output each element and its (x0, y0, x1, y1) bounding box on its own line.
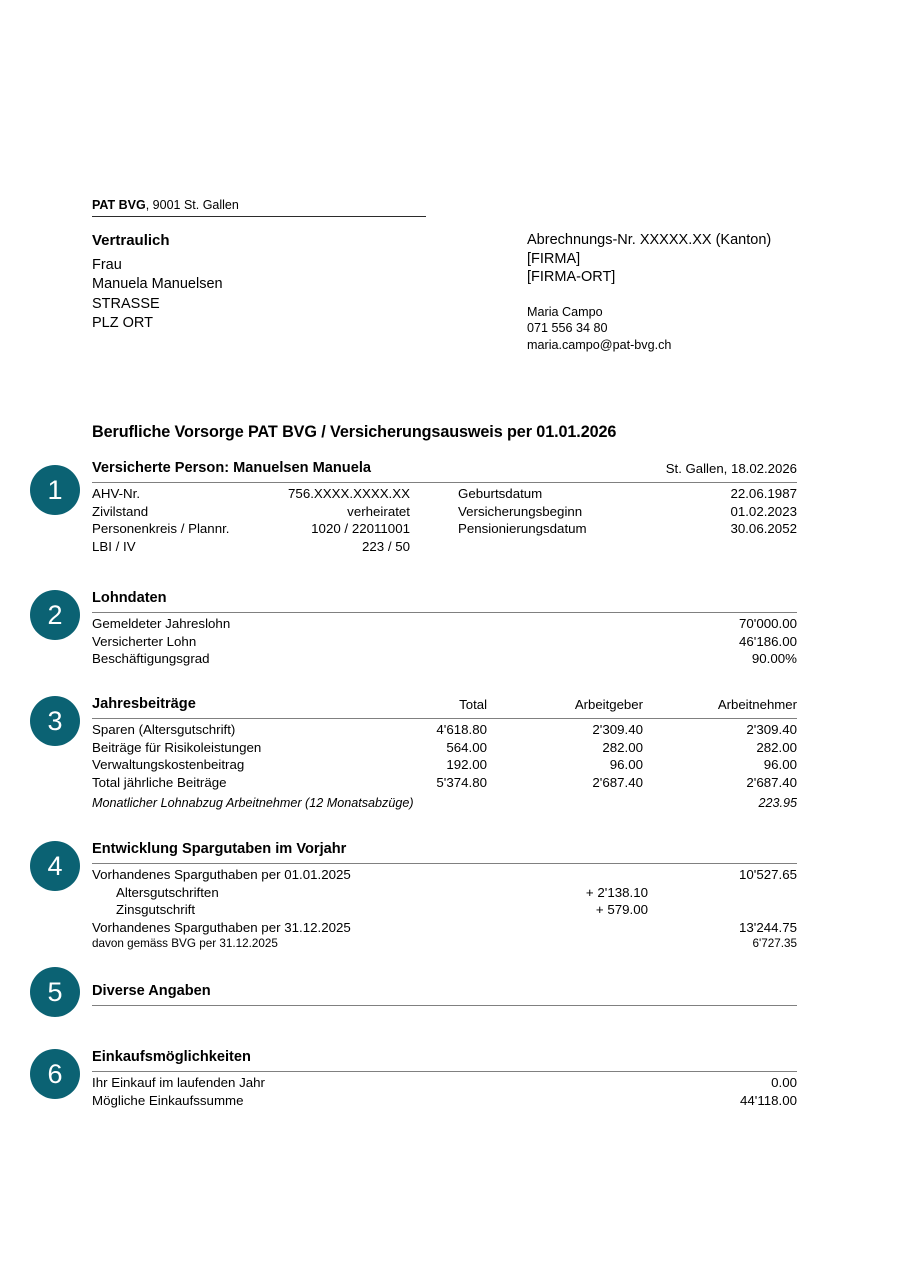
table-row (92, 504, 797, 522)
table-row (92, 616, 797, 634)
row-label: AHV-Nr. (92, 486, 141, 501)
row-value-employer: 2'309.40 (592, 722, 643, 737)
section-1-title: Versicherte Person: Manuelsen Manuela (92, 460, 372, 476)
section-3-rows (92, 722, 797, 814)
sender-address: , 9001 St. Gallen (145, 198, 239, 212)
row-value: verheiratet (347, 503, 410, 519)
table-row (92, 740, 797, 758)
row-label: Vorhandenes Sparguthaben per 31.12.2025 (92, 919, 351, 935)
row-value-employee: 2'687.40 (746, 774, 797, 790)
row-label: davon gemäss BVG per 31.12.2025 (92, 937, 278, 951)
row-value-total: 4'618.80 (436, 722, 487, 737)
recipient-address-block (92, 231, 223, 333)
table-row (92, 1093, 797, 1111)
settlement-number: Abrechnungs-Nr. XXXXX.XX (Kanton) (527, 232, 772, 248)
issuer-contact-block (527, 231, 771, 353)
section-1-body (92, 460, 797, 556)
section-number-badge-4: 4 (30, 841, 80, 891)
row-label: LBI / IV (92, 538, 136, 554)
section-6-body (92, 1049, 797, 1110)
section-number-badge-1: 1 (30, 465, 80, 515)
row-value: 1020 / 22011001 (311, 521, 410, 537)
section-4-heading (92, 841, 797, 864)
row-label: Beiträge für Risikoleistungen (92, 739, 262, 755)
table-row (92, 885, 797, 903)
column-header-employee: Arbeitnehmer (717, 697, 797, 712)
contact-phone: 071 556 34 80 (527, 321, 608, 336)
row-label-secondary: Versicherungsbeginn (458, 503, 583, 519)
section-3-title: Jahresbeiträge (92, 696, 196, 712)
place-and-date: St. Gallen, 18.02.2026 (665, 461, 797, 476)
section-5-title: Diverse Angaben (92, 983, 211, 999)
section-1-rows (92, 486, 797, 556)
row-value-secondary: 01.02.2023 (730, 503, 797, 519)
row-value-delta: + 2'138.10 (585, 884, 648, 900)
section-number-badge-2: 2 (30, 590, 80, 640)
contact-name: Maria Campo (527, 304, 603, 319)
section-number-badge-3: 3 (30, 696, 80, 746)
row-value: 10'527.65 (739, 867, 797, 882)
row-value: 223.95 (758, 796, 797, 811)
contact-spacer (527, 287, 771, 304)
table-row (92, 867, 797, 885)
row-label: Ihr Einkauf im laufenden Jahr (92, 1075, 265, 1090)
row-label: Total jährliche Beiträge (92, 774, 227, 790)
column-header-total: Total (459, 697, 487, 712)
section-4-rows (92, 867, 797, 953)
row-value: 223 / 50 (361, 538, 410, 554)
row-value-delta: + 579.00 (595, 902, 648, 918)
section-6-heading (92, 1049, 797, 1072)
row-value: 13'244.75 (739, 919, 797, 935)
row-value-total: 5'374.80 (436, 774, 487, 790)
table-row (92, 775, 797, 793)
row-label: Versicherter Lohn (92, 633, 197, 649)
section-number-badge-6: 6 (30, 1049, 80, 1099)
section-4-title: Entwicklung Spargutaben im Vorjahr (92, 841, 347, 857)
sender-line (92, 198, 426, 217)
recipient-street: STRASSE (92, 295, 160, 312)
row-label-secondary: Geburtsdatum (458, 486, 543, 501)
section-5-body (92, 983, 797, 1006)
column-header-employer: Arbeitgeber (574, 697, 643, 712)
section-3-heading (92, 696, 797, 719)
row-value: 756.XXXX.XXXX.XX (288, 486, 410, 501)
row-value: 44'118.00 (739, 1092, 797, 1108)
row-value-secondary: 22.06.1987 (730, 486, 797, 501)
table-row (92, 902, 797, 920)
section-5-heading (92, 983, 797, 1006)
table-row (92, 937, 797, 953)
row-label: Beschäftigungsgrad (92, 651, 210, 667)
recipient-salutation: Frau (92, 257, 122, 274)
table-row (92, 539, 797, 557)
section-6-rows (92, 1075, 797, 1110)
row-label-secondary: Pensionierungsdatum (458, 521, 587, 537)
table-row (92, 1075, 797, 1093)
section-6-title: Einkaufsmöglichkeiten (92, 1049, 251, 1065)
row-value-employer: 282.00 (602, 739, 643, 755)
issuer-company-place: [FIRMA-ORT] (527, 269, 616, 286)
row-value-employer: 96.00 (609, 757, 643, 773)
row-label: Personenkreis / Plannr. (92, 521, 230, 537)
monthly-deduction-row (92, 796, 797, 814)
row-label: Verwaltungskostenbeitrag (92, 757, 245, 773)
sender-company: PAT BVG (92, 198, 146, 212)
row-value-total: 192.00 (446, 757, 487, 773)
row-label: Altersgutschriften (116, 884, 219, 900)
table-row (92, 634, 797, 652)
table-row (92, 521, 797, 539)
row-value: 90.00% (751, 651, 797, 667)
section-2-rows (92, 616, 797, 669)
section-1-heading (92, 460, 797, 483)
contact-email: maria.campo@pat-bvg.ch (527, 337, 672, 352)
row-value-employer: 2'687.40 (592, 774, 643, 790)
page-title: Berufliche Vorsorge PAT BVG / Versicherungsausweis per 01.01.2026 (92, 423, 617, 441)
row-value-total: 564.00 (446, 739, 487, 755)
recipient-city: PLZ ORT (92, 314, 153, 331)
section-2-body (92, 590, 797, 669)
table-row (92, 486, 797, 504)
row-value: 46'186.00 (739, 633, 797, 649)
row-value-employee: 2'309.40 (746, 722, 797, 737)
row-value: 6'727.35 (752, 937, 797, 951)
section-2-heading (92, 590, 797, 613)
confidential-label: Vertraulich (92, 232, 170, 249)
row-value: 0.00 (771, 1075, 797, 1090)
section-4-body (92, 841, 797, 953)
row-value-employee: 282.00 (756, 739, 797, 755)
row-label: Monatlicher Lohnabzug Arbeitnehmer (12 Monatsabzüge) (92, 796, 414, 811)
recipient-name: Manuela Manuelsen (92, 276, 223, 293)
row-label: Vorhandenes Sparguthaben per 01.01.2025 (92, 867, 351, 882)
table-row (92, 722, 797, 740)
row-label: Zinsgutschrift (116, 902, 196, 918)
row-label: Sparen (Altersgutschrift) (92, 722, 236, 737)
table-row (92, 651, 797, 669)
section-number-badge-5: 5 (30, 967, 80, 1017)
section-2-title: Lohndaten (92, 590, 167, 606)
row-label: Zivilstand (92, 503, 149, 519)
row-label: Mögliche Einkaufssumme (92, 1092, 244, 1108)
row-value-secondary: 30.06.2052 (730, 521, 797, 537)
section-3-body (92, 696, 797, 814)
table-row (92, 757, 797, 775)
table-row (92, 920, 797, 938)
row-label: Gemeldeter Jahreslohn (92, 616, 231, 631)
row-value-employee: 96.00 (763, 757, 797, 773)
row-value: 70'000.00 (739, 616, 797, 631)
issuer-company: [FIRMA] (527, 250, 581, 267)
